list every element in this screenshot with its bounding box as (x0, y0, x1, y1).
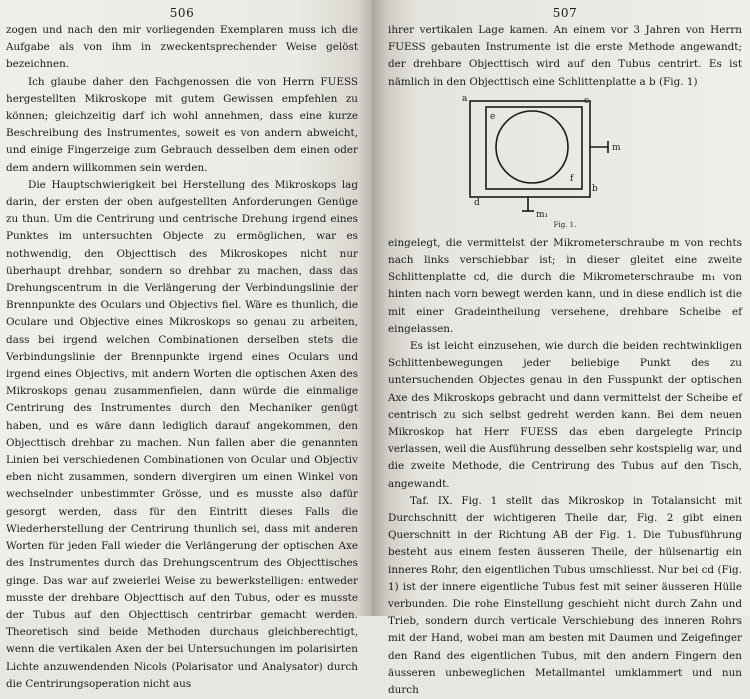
label-m1: m₁ (536, 209, 549, 220)
label-b: b (592, 183, 598, 194)
label-d: d (474, 197, 480, 208)
rotating-disc-ef (496, 111, 568, 183)
paragraph: ihrer vertikalen Lage kamen. An einem vor 3 Jahren von Herrn FUESS gebauten Instrumente ist die erste Methode angewandt; der drehbare Objecttisch wird auf den Tubus centrirt. Es ist nämlich in den Objecttisch eine Schlittenplatte a b (Fig. 1) (388, 24, 742, 88)
paragraph: eingelegt, die vermittelst der Mikrometerschraube m von rechts nach links verschiebbar ist; in dieser gleitet eine zweite Schlittenplatte cd, die durch die Mikrometerschraube m₁ von hinten nach vorn bewegt werden kann, und in diese endlich ist die mit einer Gradeintheilung versehene, drehbare Scheibe ef eingelassen. (388, 236, 742, 335)
left-page (0, 0, 372, 690)
figure-1 (388, 93, 742, 233)
label-e: e (490, 111, 496, 122)
label-c: c (584, 95, 590, 106)
paragraph: zogen und nach den mir vorliegenden Exemplaren muss ich die Aufgabe als von ihm in zweckentsprechender Weise gelöst bezeichnen. (6, 24, 358, 71)
right-page-text (388, 22, 742, 91)
right-page (372, 0, 750, 697)
paragraph: Ich glaube daher den Fachgenossen die von Herrn FUESS hergestellten Mikroskope mit gutem Gewissen empfehlen zu können; gleichzeitig darf ich wohl annehmen, dass eine kurze Beschreibung des Instrumentes, soweit es von andern abweicht, und einige Fingerzeige zum Gebrauch desselben dem einen oder dem andern willkommen sein werden. (6, 75, 358, 174)
right-page-text-bottom (388, 235, 742, 699)
label-m: m (612, 142, 621, 153)
paragraph: Es ist leicht einzusehen, wie durch die beiden rechtwinkligen Schlittenbewegungen jeder beliebige Punkt des zu untersuchenden Objectes genau in den Fusspunkt der optischen Axe des Mikroskops gebracht und dann vermittelst der Scheibe ef centrisch zu sich selbst gedreht werden kann. Bei dem neuen Mikroskop hat Herr FUESS das eben dargelegte Princip verlassen, weil die Ausführung desselben sehr kostspielig war, und die zweite Methode, die Centrirung des Tubus auf den Tisch, angewandt. (388, 340, 742, 490)
page-number-right: 507 (552, 6, 578, 20)
figure-caption: Fig. 1. (553, 220, 577, 229)
label-a: a (462, 93, 468, 104)
left-page-text (6, 22, 358, 693)
paragraph: Die Hauptschwierigkeit bei Herstellung des Mikroskops lag darin, der ersten der oben aufgestellten Anforderungen Genüge zu thun. Um die Centrirung und centrische Drehung irgend eines Punktes im untersuchten Objecte zu ermöglichen, war es nothwendig, den Objecttisch des Mikroskopes nicht nur überhaupt drehbar, sondern so drehbar zu machen, dass das Drehungscentrum in die Verlängerung der Verbindungslinie der Brennpunkte des Oculars und Objectivs fiel. Wäre es thunlich, die Oculare und Objective eines Mikroskops so genau zu arbeiten, dass bei irgend welchen Combinationen derselben stets die Verbindungslinie der Brennpunkte irgend eines Oculars und irgend eines Objectivs, mit andern Worten die optischen Axen des Mikroskops genau zusammenfielen, dann würde die einmalige Centrirung des Instrumentes durch den Mechaniker genügt haben, und es wäre dann lediglich darauf angekommen, den Objecttisch drehbar zu machen. Nun fallen aber die genannten Linien bei verschiedenen Combinationen von Ocular und Objectiv eben nicht zusammen, sondern divergiren um einen Winkel von wechselnder unbestimmter Grösse, und es musste also dafür gesorgt werden, dass für den Eintritt dieses Falls die Wiederherstellung der Centrirung thunlich sei, dass mit anderen Worten für jeden Fall wieder die Verlängerung der optischen Axe des Instrumentes durch das Drehungscentrum des Objecttisches ginge. Das war auf zweierlei Weise zu bewerkstelligen: entweder musste der drehbare Objecttisch auf den Tubus, oder es musste der Tubus auf den Objecttisch centrirbar gemacht werden. Theoretisch sind beide Methoden durchaus gleichberechtigt, wenn die vertikalen Axen der bei Untersuchungen im polarisirten Lichte anzuwendenden Nicols (Polarisator und Analysator) durch die Centrirungsoperation nicht aus (6, 178, 358, 690)
paragraph: Taf. IX. Fig. 1 stellt das Mikroskop in Totalansicht mit Durchschnitt der wichtigeren Theile dar, Fig. 2 gibt einen Querschnitt in der Richtung AB der Fig. 1. Die Tubusführung besteht aus einem festen äusseren Theile, der hülsenartig ein inneres Rohr, den eigentlichen Tubus umschliesst. Nur bei cd (Fig. 1) ist der innere eigentliche Tubus fest mit seiner äusseren Hülle verbunden. Die rohe Einstellung geschieht nicht durch Zahn und Trieb, sondern durch verticale Verschiebung des inneren Rohrs mit der Hand, wobei man am besten mit Daumen und Zeigefinger den Rand des eigentlichen Tubus, mit den andern Fingern den äusseren unbeweglichen Metallmantel umklammert und nun durch (388, 494, 742, 697)
slide-stage-diagram (456, 93, 656, 221)
page-number-left: 506 (169, 6, 195, 20)
label-f: f (570, 173, 574, 184)
